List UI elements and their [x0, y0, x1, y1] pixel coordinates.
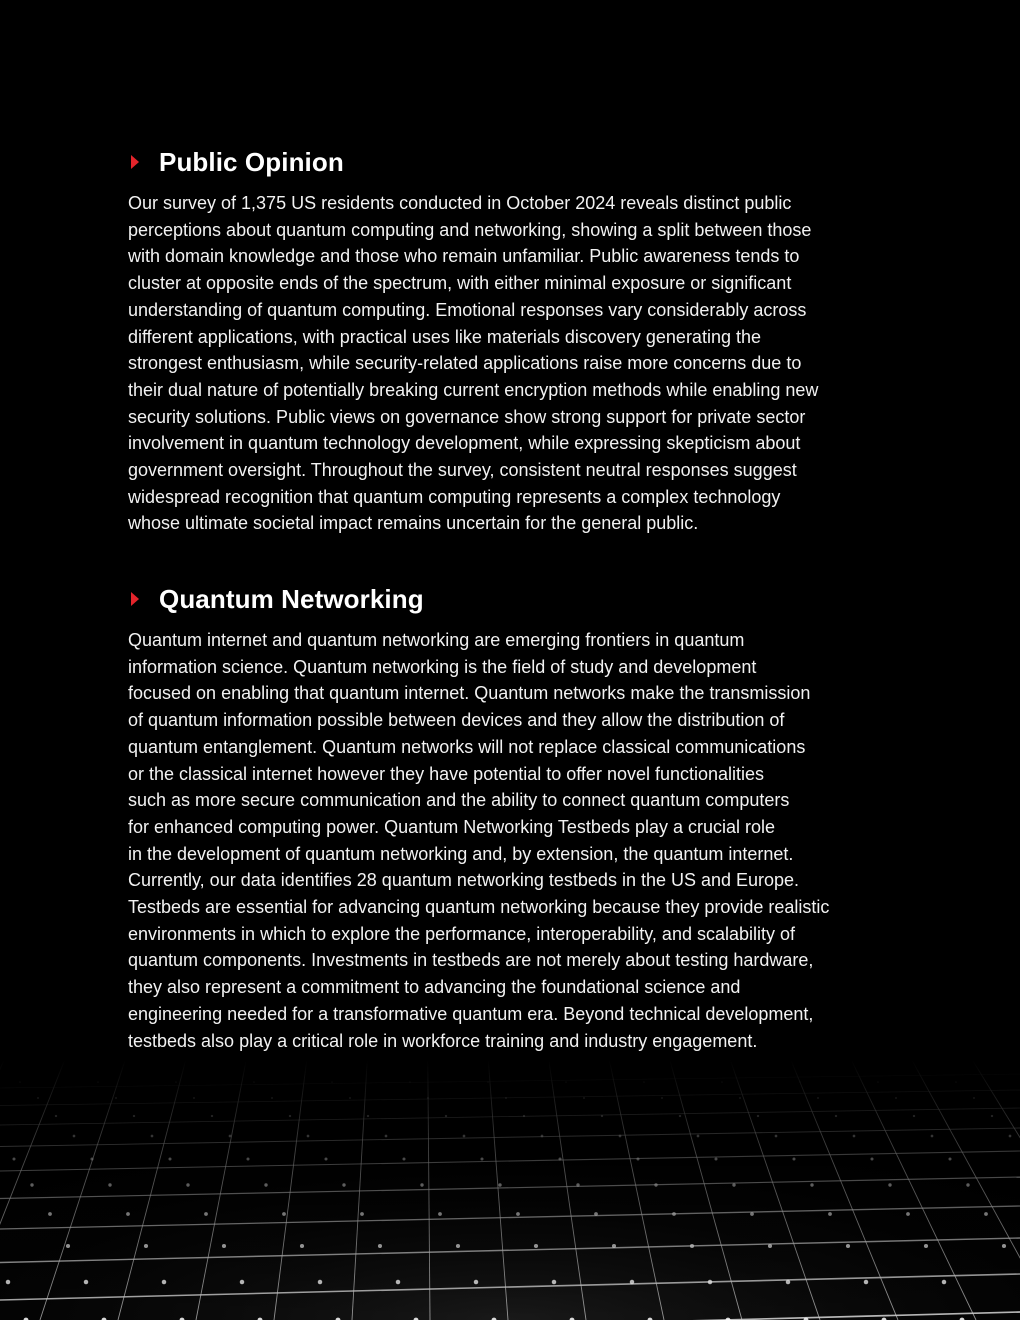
section-body	[128, 627, 908, 1054]
body-line: environments in which to explore the performance, interoperability, and scalability of	[128, 923, 796, 944]
body-line: widespread recognition that quantum computing represents a complex technology	[128, 486, 781, 507]
body-line: quantum components. Investments in testbeds are not merely about testing hardware,	[128, 950, 814, 971]
body-line: such as more secure communication and the ability to connect quantum computers	[128, 790, 790, 811]
body-line: quantum entanglement. Quantum networks will not replace classical communications	[128, 736, 806, 757]
body-line: engineering needed for a transformative quantum era. Beyond technical development,	[128, 1003, 814, 1024]
body-line: for enhanced computing power. Quantum Networking Testbeds play a crucial role	[128, 816, 776, 837]
body-line: involvement in quantum technology development, while expressing skepticism about	[128, 433, 801, 454]
body-line: or the classical internet however they have potential to offer novel functionalities	[128, 763, 765, 784]
body-line: different applications, with practical uses like materials discovery generating the	[128, 326, 761, 347]
section-title: Public Opinion	[159, 146, 344, 177]
body-line: information science. Quantum networking is the field of study and development	[128, 656, 757, 677]
body-line: of quantum information possible between devices and they allow the distribution of	[128, 710, 785, 731]
perspective-grid-graphic	[0, 1060, 1020, 1320]
body-line: cluster at opposite ends of the spectrum, with either minimal exposure or significant	[128, 273, 792, 294]
body-line: with domain knowledge and those who remain unfamiliar. Public awareness tends to	[128, 246, 800, 267]
body-line: government oversight. Throughout the survey, consistent neutral responses suggest	[128, 460, 797, 481]
body-line: security solutions. Public views on governance show strong support for private sector	[128, 406, 806, 427]
body-line: Our survey of 1,375 US residents conducted in October 2024 reveals distinct public	[128, 193, 792, 213]
triangle-right-icon	[131, 592, 139, 606]
section-heading	[128, 581, 908, 617]
body-line: Testbeds are essential for advancing quantum networking because they provide realistic	[128, 897, 830, 918]
body-line: Currently, our data identifies 28 quantum networking testbeds in the US and Europe.	[128, 870, 800, 891]
body-line: in the development of quantum networking and, by extension, the quantum internet.	[128, 843, 794, 864]
section-public-opinion	[128, 144, 908, 537]
body-line: testbeds also play a critical role in workforce training and industry engagement.	[128, 1030, 758, 1051]
body-line: whose ultimate societal impact remains uncertain for the general public.	[128, 513, 699, 534]
body-line: Quantum internet and quantum networking are emerging frontiers in quantum	[128, 630, 745, 650]
section-heading	[128, 144, 908, 180]
section-quantum-networking	[128, 581, 908, 1054]
grid-fade	[0, 1060, 1020, 1320]
body-line: they also represent a commitment to advancing the foundational science and	[128, 977, 741, 998]
body-line: perceptions about quantum computing and networking, showing a split between those	[128, 219, 812, 240]
body-line: their dual nature of potentially breaking current encryption methods while enabling new	[128, 379, 819, 400]
body-line: focused on enabling that quantum internet. Quantum networks make the transmission	[128, 683, 811, 704]
section-title: Quantum Networking	[159, 583, 424, 614]
section-body	[128, 190, 908, 537]
triangle-right-icon	[131, 155, 139, 169]
body-line: understanding of quantum computing. Emotional responses vary considerably across	[128, 299, 807, 320]
body-line: strongest enthusiasm, while security-related applications raise more concerns due to	[128, 353, 802, 374]
